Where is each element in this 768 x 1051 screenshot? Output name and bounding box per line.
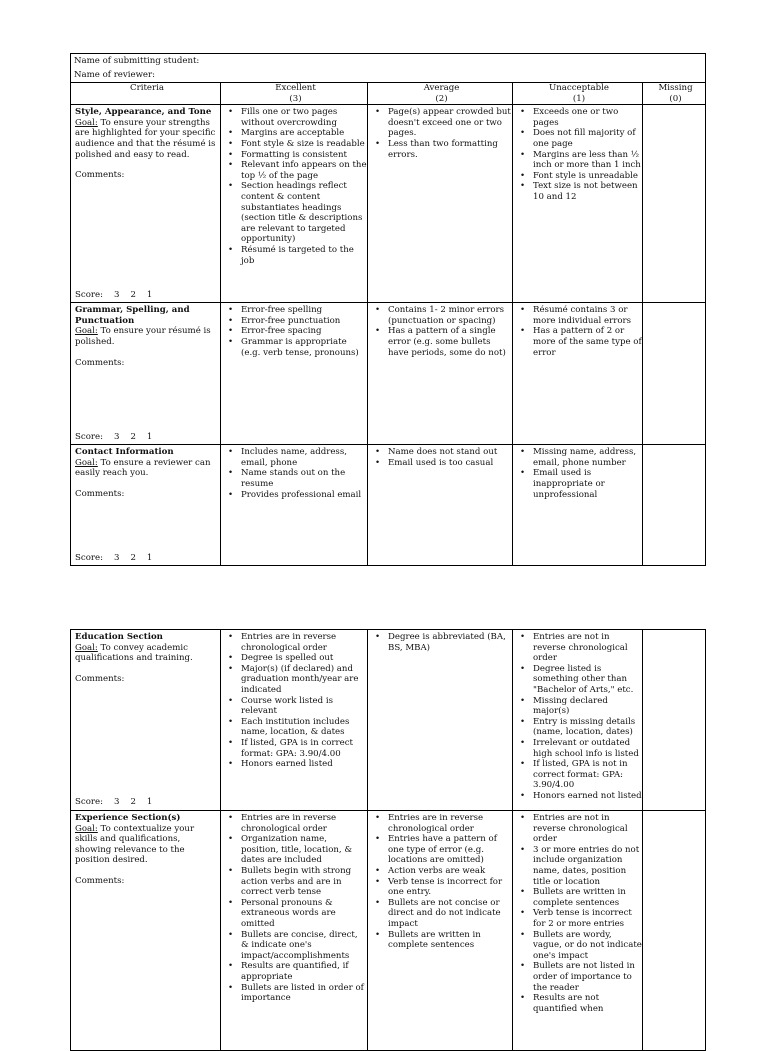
excellent-list: [224, 445, 367, 500]
list-item: • Degree listed is something other than "Bachelor of Arts," etc.: [516, 664, 642, 696]
missing-header-label: Missing: [658, 83, 693, 93]
list-item: • Font style is unreadable: [516, 171, 642, 182]
average-cell: [368, 105, 513, 303]
list-item: • Missing name, address, email, phone number: [516, 447, 642, 468]
section-row-experience: [71, 811, 706, 1051]
list-item: • Grammar is appropriate (e.g. verb tense, pronouns): [224, 337, 367, 358]
list-item: • Action verbs are weak: [371, 866, 512, 877]
section-goal: [75, 824, 217, 866]
excellent-list: [224, 811, 367, 1004]
list-item: • Results are not quantified when: [516, 993, 642, 1014]
average-header: [368, 83, 513, 105]
section-title: Education Section: [75, 632, 163, 642]
unacceptable-cell: [513, 105, 643, 303]
comments-label: Comments:: [75, 170, 125, 181]
list-item: • Bullets are wordy, vague, or do not indicate one's impact: [516, 930, 642, 962]
excellent-header-points: (3): [289, 93, 302, 104]
list-item: • Entries are not in reverse chronological order: [516, 813, 642, 845]
list-item: • Email used is too casual: [371, 458, 512, 469]
comments-label: Comments:: [75, 875, 125, 886]
goal-label: Goal:: [75, 326, 98, 337]
score-option-3: 3: [113, 797, 120, 808]
criteria-cell: [71, 811, 221, 1051]
section-goal: [75, 458, 217, 479]
comments-label: Comments:: [75, 357, 125, 368]
criteria-cell: [71, 445, 221, 566]
list-item: • Bullets are listed in order of importance: [224, 983, 367, 1004]
list-item: • Organization name, position, title, location, & dates are included: [224, 834, 367, 866]
list-item: • Name stands out on the resume: [224, 468, 367, 489]
comments-label: Comments:: [75, 673, 125, 684]
goal-label: Goal:: [75, 457, 98, 468]
list-item: • Each institution includes name, location, & dates: [224, 717, 367, 738]
excellent-cell: [221, 303, 368, 445]
unacceptable-list: [516, 303, 642, 358]
score-option-3: 3: [113, 289, 120, 300]
list-item: • Includes name, address, email, phone: [224, 447, 367, 468]
list-item: • Error-free spacing: [224, 326, 367, 337]
list-item: • 3 or more entries do not include organization name, dates, position title or location: [516, 845, 642, 887]
list-item: • Page(s) appear crowded but doesn't exceed one or two pages.: [371, 107, 512, 139]
score-option-2: 2: [130, 797, 136, 808]
unacceptable-cell: [513, 303, 643, 445]
list-item: • Less than two formatting errors.: [371, 139, 512, 160]
section-row-style: [71, 105, 706, 303]
rubric-table-2: [70, 629, 706, 1051]
average-list: [371, 811, 512, 951]
list-item: • Fills one or two pages without overcrowding: [224, 107, 367, 128]
list-item: • Bullets are written in complete sentences: [371, 930, 512, 951]
excellent-list: [224, 105, 367, 266]
goal-text: To convey academic qualifications and training.: [75, 642, 193, 664]
missing-cell: [643, 630, 706, 811]
list-item: • Degree is abbreviated (BA, BS, MBA): [371, 632, 512, 653]
list-item: • Formatting is consistent: [224, 150, 367, 161]
names-row: [71, 54, 706, 83]
unacceptable-list: [516, 105, 642, 202]
excellent-list: [224, 303, 367, 358]
list-item: • Degree is spelled out: [224, 653, 367, 664]
list-item: • Error-free punctuation: [224, 316, 367, 327]
list-item: • Provides professional email: [224, 490, 367, 501]
list-item: • Bullets are concise, direct, & indicate one's impact/accomplishments: [224, 930, 367, 962]
rubric-table-1: [70, 53, 706, 566]
section-title: Contact Information: [75, 447, 174, 458]
score-option-1: 1: [146, 289, 153, 300]
section-row-contact: [71, 445, 706, 566]
criteria-header-label: Criteria: [130, 83, 164, 93]
missing-header-points: (0): [669, 93, 682, 104]
list-item: • Contains 1- 2 minor errors (punctuation or spacing): [371, 305, 512, 326]
average-cell: [368, 630, 513, 811]
list-item: • Exceeds one or two pages: [516, 107, 642, 128]
score-label: Score:: [75, 431, 103, 442]
excellent-header: [221, 83, 368, 105]
missing-cell: [643, 445, 706, 566]
average-list: [371, 630, 512, 653]
goal-text: To ensure a reviewer can easily reach you.: [75, 457, 211, 479]
score-line: [75, 553, 152, 564]
list-item: • Bullets are written in complete sentences: [516, 887, 642, 908]
list-item: • Résumé is targeted to the job: [224, 245, 367, 266]
list-item: • Section headings reflect content & content substantiates headings (section title & descriptions are relevant to targeted opportunity): [224, 181, 367, 245]
list-item: • Error-free spelling: [224, 305, 367, 316]
list-item: • If listed, GPA is in correct format: GPA: 3.90/4.00: [224, 738, 367, 759]
list-item: • Name does not stand out: [371, 447, 512, 458]
score-option-1: 1: [146, 552, 153, 563]
header-row: [71, 83, 706, 105]
goal-text: To ensure your résumé is polished.: [75, 326, 211, 347]
list-item: • Entries are not in reverse chronological order: [516, 632, 642, 664]
score-option-2: 2: [130, 289, 136, 300]
list-item: • Email used is inappropriate or unprofessional: [516, 468, 642, 500]
goal-label: Goal:: [75, 642, 98, 653]
names-cell: [71, 54, 706, 83]
score-line: [75, 432, 152, 443]
unacceptable-list: [516, 445, 642, 500]
missing-cell: [643, 811, 706, 1051]
excellent-header-label: Excellent: [275, 83, 316, 93]
goal-label: Goal:: [75, 117, 98, 128]
missing-cell: [643, 105, 706, 303]
list-item: • Text size is not between 10 and 12: [516, 181, 642, 202]
score-line: [75, 290, 152, 301]
unacceptable-list: [516, 630, 642, 802]
list-item: • Margins are less than ½ inch or more than 1 inch: [516, 150, 642, 171]
list-item: • Has a pattern of 2 or more of the same type of error: [516, 326, 642, 358]
list-item: • Course work listed is relevant: [224, 696, 367, 717]
excellent-cell: [221, 445, 368, 566]
missing-header: [643, 83, 706, 105]
goal-text: To contextualize your skills and qualifications, showing relevance to the position desired.: [75, 823, 195, 866]
score-option-1: 1: [146, 797, 153, 808]
goal-text: To ensure your strengths are highlighted for your specific audience and that the résumé is polished and easy to read.: [75, 117, 216, 160]
list-item: • Irrelevant or outdated high school info is listed: [516, 738, 642, 759]
excellent-cell: [221, 630, 368, 811]
excellent-cell: [221, 811, 368, 1051]
score-option-1: 1: [146, 431, 153, 442]
criteria-cell: [71, 105, 221, 303]
excellent-cell: [221, 105, 368, 303]
score-label: Score:: [75, 289, 103, 300]
list-item: • Entries are in reverse chronological order: [224, 813, 367, 834]
unacceptable-cell: [513, 445, 643, 566]
score-option-2: 2: [130, 552, 136, 563]
list-item: • Major(s) (if declared) and graduation month/year are indicated: [224, 664, 367, 696]
average-cell: [368, 445, 513, 566]
average-list: [371, 105, 512, 160]
list-item: • Entries are in reverse chronological order: [371, 813, 512, 834]
excellent-list: [224, 630, 367, 770]
list-item: • Font style & size is readable: [224, 139, 367, 150]
list-item: • Bullets are not listed in order of importance to the reader: [516, 961, 642, 993]
score-option-3: 3: [113, 431, 120, 442]
list-item: • Bullets begin with strong action verbs and are in correct verb tense: [224, 866, 367, 898]
list-item: • Résumé contains 3 or more individual errors: [516, 305, 642, 326]
criteria-cell: [71, 630, 221, 811]
section-title: Grammar, Spelling, and Punctuation: [75, 305, 190, 326]
average-cell: [368, 303, 513, 445]
list-item: • Results are quantified, if appropriate: [224, 961, 367, 982]
score-label: Score:: [75, 797, 103, 808]
list-item: • Has a pattern of a single error (e.g. some bullets have periods, some do not): [371, 326, 512, 358]
list-item: • Verb tense is incorrect for one entry.: [371, 877, 512, 898]
missing-cell: [643, 303, 706, 445]
average-cell: [368, 811, 513, 1051]
unacceptable-cell: [513, 811, 643, 1051]
average-list: [371, 445, 512, 468]
score-line: [75, 797, 152, 808]
list-item: • Entry is missing details (name, location, dates): [516, 717, 642, 738]
criteria-cell: [71, 303, 221, 445]
unacceptable-header-points: (1): [572, 93, 586, 104]
list-item: • Honors earned not listed: [516, 791, 642, 802]
section-goal: [75, 643, 217, 664]
list-item: • Verb tense is incorrect for 2 or more entries: [516, 908, 642, 929]
list-item: • Entries have a pattern of one type of error (e.g. locations are omitted): [371, 834, 512, 866]
average-list: [371, 303, 512, 358]
section-row-grammar: [71, 303, 706, 445]
average-header-points: (2): [435, 93, 448, 104]
list-item: • Entries are in reverse chronological order: [224, 632, 367, 653]
list-item: • Personal pronouns & extraneous words are omitted: [224, 898, 367, 930]
section-goal: [75, 326, 217, 347]
score-label: Score:: [75, 552, 103, 563]
unacceptable-header-label: Unacceptable: [548, 83, 610, 93]
comments-label: Comments:: [75, 488, 125, 499]
average-header-label: Average: [423, 83, 460, 93]
section-title: Style, Appearance, and Tone: [75, 107, 212, 118]
list-item: • Missing declared major(s): [516, 696, 642, 717]
section-title: Experience Section(s): [75, 813, 181, 823]
list-item: • Margins are acceptable: [224, 128, 367, 139]
list-item: • Honors earned listed: [224, 759, 367, 770]
list-item: • Relevant info appears on the top ½ of the page: [224, 160, 367, 181]
list-item: • Bullets are not concise or direct and do not indicate impact: [371, 898, 512, 930]
score-option-3: 3: [113, 552, 120, 563]
submitting-student-label: Name of submitting student:: [74, 56, 200, 66]
list-item: • Does not fill majority of one page: [516, 128, 642, 149]
unacceptable-header: [513, 83, 643, 105]
section-goal: [75, 118, 217, 160]
list-item: • If listed, GPA is not in correct format: GPA: 3.90/4.00: [516, 759, 642, 791]
goal-label: Goal:: [75, 823, 98, 834]
unacceptable-list: [516, 811, 642, 1014]
criteria-header: [71, 83, 221, 105]
reviewer-label: Name of reviewer:: [74, 70, 156, 80]
score-option-2: 2: [130, 431, 136, 442]
unacceptable-cell: [513, 630, 643, 811]
section-row-education: [71, 630, 706, 811]
